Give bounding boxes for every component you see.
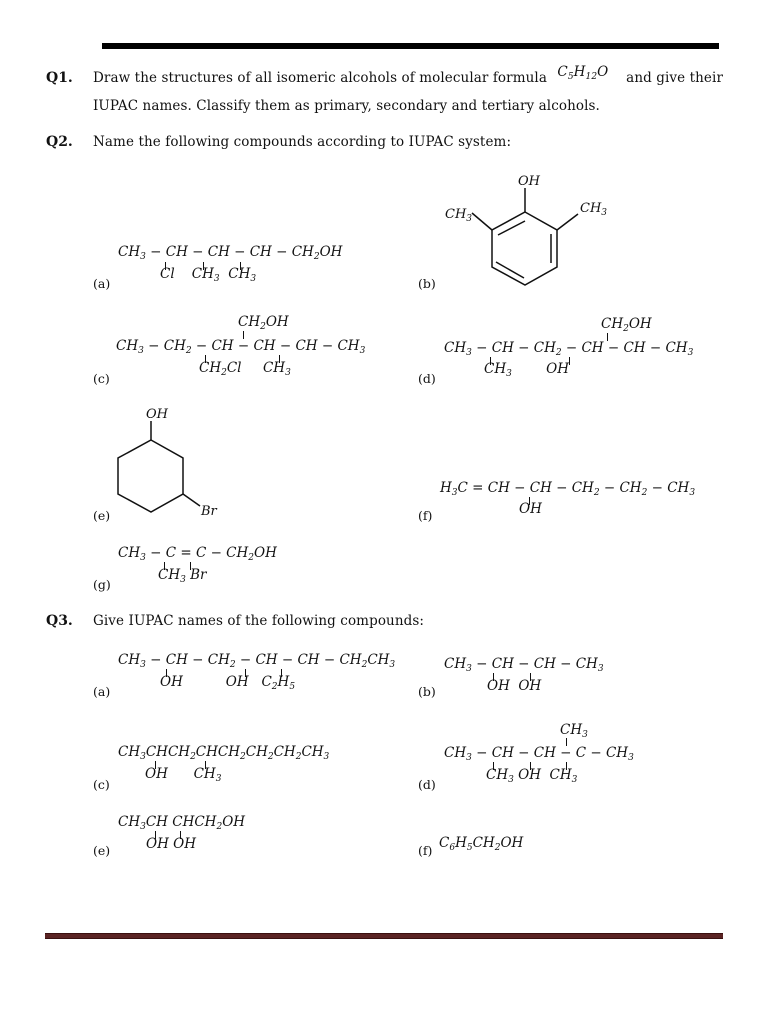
q3-d-top-substituent: $CH_3$ [560,722,588,740]
question-1-text-line2: IUPAC names. Classify them as primary, secondary and tertiary alcohols. [93,98,600,114]
q3-label-c: (c) [93,777,110,792]
question-1-text-line1 [93,64,723,86]
question-2-text: Name the following compounds according to IUPAC system: [93,134,512,150]
q3-label-f: (f) [418,843,433,858]
q2-e-br-label: Br [201,504,217,519]
q3-d-main-chain: $CH_3$ − CH − CH − $C - CH_3$ [444,745,634,763]
q2-label-e: (e) [93,508,111,523]
q1-text-b: and give their [626,70,723,86]
q2-f-main-chain: $H_3C$ = CH − CH − $CH_2 - CH_2 - CH_3$ [440,480,696,498]
q3-b-main-chain: $CH_3$ − CH − CH − $CH_3$ [444,656,604,674]
q2-b-oh-label: OH [518,174,540,189]
q3-e-substituents: OH OH [146,836,196,852]
question-number-1: Q1. [46,70,73,86]
q2-c-top-substituent: $CH_2OH$ [238,314,289,332]
q2-label-d: (d) [418,371,436,386]
q2-e-structure [105,402,245,522]
q2-g-substituents: $CH_3$ Br [158,567,207,585]
q2-label-b: (b) [418,276,436,291]
q2-b-ch3-right-label: $CH_3$ [580,201,608,218]
question-3-text: Give IUPAC names of the following compounds: [93,613,425,629]
q3-label-b: (b) [418,684,436,699]
q2-b-ch3-left-label: $CH_3$ [445,207,473,224]
q2-d-top-substituent: $CH_2OH$ [601,316,652,334]
q2-g-main-chain: $CH_3 - C = C - CH_2OH$ [118,545,277,563]
q3-label-d: (d) [418,777,436,792]
q3-a-main-chain: $CH_3$ − CH − $CH_2$ − CH − CH − $CH_2CH_3$ [118,652,396,670]
q1-text-a: Draw the structures of all isomeric alcohols of molecular formula [93,70,547,86]
q3-a-substituents: OH OH $C_2H_5$ [160,674,296,692]
bottom-rule [45,933,723,939]
q2-b-structure [440,168,620,293]
q3-c-main-chain: $CH_3CHCH_2CHCH_2CH_2CH_2CH_3$ [118,744,330,762]
q2-label-f: (f) [418,508,433,523]
q2-f-substituent: OH [519,501,542,517]
question-number-3: Q3. [46,613,73,629]
q3-b-substituents: OH OH [487,678,542,694]
q3-label-a: (a) [93,684,111,699]
molecular-formula: $C_5H_{12}O$ [557,64,609,82]
q2-label-g: (g) [93,577,111,592]
q2-d-main-chain: $CH_3$ − CH − $CH_2$ − CH − CH − $CH_3$ [444,340,694,358]
q3-e-main-chain: $CH_3CH$ $CHCH_2OH$ [118,814,246,832]
q2-label-a: (a) [93,276,111,291]
q3-f-formula: $C_6H_5CH_2OH$ [439,835,524,853]
q2-d-bottom-substituents: $CH_3$ OH [484,361,570,379]
question-number-2: Q2. [46,134,73,150]
q3-d-bottom-substituents: $CH_3$ OH $CH_3$ [486,767,578,785]
q2-a-main-chain: $CH_3$ − CH − CH − CH − $CH_2OH$ [118,244,343,262]
q2-c-bottom-substituents: $CH_2Cl$ $CH_3$ [199,360,291,378]
q3-c-substituents: OH $CH_3$ [145,766,222,784]
top-rule [102,43,719,49]
q2-c-main-chain: $CH_3 - CH_2$ − CH − CH − CH − $CH_3$ [116,338,366,356]
q3-label-e: (e) [93,843,111,858]
q2-e-oh-label: OH [146,407,168,422]
q2-a-substituents: Cl $CH_3$ $CH_3$ [160,266,257,284]
q2-label-c: (c) [93,371,110,386]
